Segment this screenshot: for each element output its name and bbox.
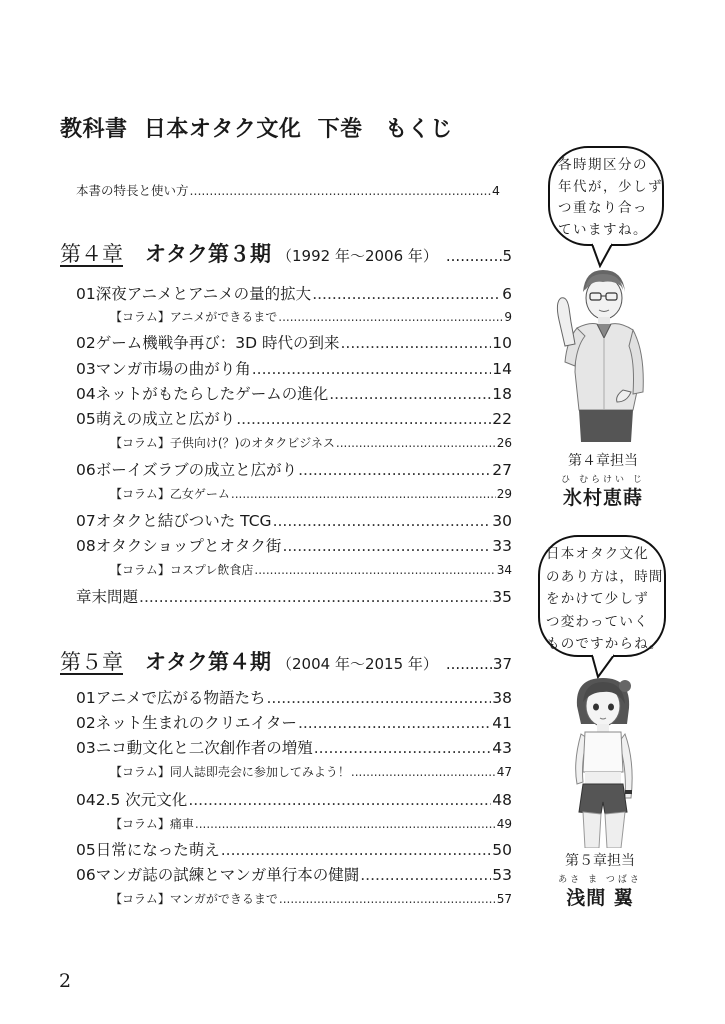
toc-page: 6 (502, 285, 512, 303)
toc-label: 【コラム】マンガができるまで (110, 892, 278, 906)
toc-page: 29 (496, 487, 512, 501)
leader-dots (221, 841, 492, 859)
leader-dots (266, 689, 491, 707)
toc-label: オタクショップとオタク街 (95, 537, 282, 555)
toc-entry[interactable] (76, 534, 512, 556)
leader-dots (139, 588, 491, 606)
chapter-number: 第５章 (60, 650, 123, 674)
section-number: 04 (76, 385, 96, 403)
section-number: 07 (76, 512, 96, 530)
toc-page: 14 (492, 360, 512, 378)
leader-dots (340, 334, 491, 352)
section-number: 03 (76, 739, 96, 757)
chapter-page: 37 (492, 655, 512, 673)
chapter-years: （2004 年〜2015 年） (277, 655, 438, 673)
toc-entry[interactable] (76, 711, 512, 733)
speech-line: ものですからね。 (546, 636, 664, 652)
leader-dots (446, 655, 493, 673)
section-number: 08 (76, 537, 96, 555)
toc-entry-chapter-review[interactable] (76, 585, 512, 607)
chapter-heading-4[interactable] (60, 238, 512, 268)
leader-dots (446, 247, 503, 265)
section-number: 02 (76, 334, 96, 352)
page-number: 2 (59, 970, 72, 992)
toc-entry[interactable] (76, 736, 512, 758)
toc-page: 10 (492, 334, 512, 352)
toc-entry[interactable] (76, 458, 512, 480)
toc-label: 2.5 次元文化 (95, 791, 188, 809)
toc-page: 35 (492, 588, 512, 606)
toc-entry[interactable] (76, 357, 512, 379)
toc-label: ネット生まれのクリエイター (95, 714, 297, 732)
character-role: 第４章担当 (568, 453, 638, 469)
toc-page: 26 (496, 436, 512, 450)
toc-page: 43 (492, 739, 512, 757)
chapter-number: 第４章 (60, 242, 123, 266)
toc-label: 【コラム】子供向け(？)のオタクビジネス (110, 436, 335, 450)
speech-line: つ重なり合っ (558, 200, 648, 216)
toc-page: 50 (492, 841, 512, 859)
speech-line: ていますね。 (558, 221, 648, 238)
toc-entry[interactable] (76, 863, 512, 885)
toc-column-entry[interactable] (110, 763, 512, 780)
leader-dots (195, 817, 496, 831)
toc-entry[interactable] (76, 686, 512, 708)
toc-page: 47 (496, 765, 512, 779)
leader-dots (336, 436, 496, 450)
character-caption-ch4 (548, 450, 658, 510)
toc-label: 日常になった萌え (95, 841, 220, 859)
section-number: 01 (76, 689, 96, 707)
toc-label: マンガ誌の試練とマンガ単行本の健闘 (95, 866, 360, 884)
toc-column-entry[interactable] (110, 561, 512, 578)
toc-column-entry[interactable] (110, 308, 512, 325)
toc-page: 27 (492, 461, 512, 479)
leader-dots (231, 487, 496, 501)
leader-dots (273, 512, 492, 530)
leader-dots (298, 714, 491, 732)
section-number: 05 (76, 410, 96, 428)
toc-label: 本書の特長と使い方 (76, 183, 189, 198)
chapter-heading-5[interactable] (60, 646, 512, 676)
character-illustration-female (555, 672, 655, 848)
toc-page: 38 (492, 689, 512, 707)
toc-label: ボーイズラブの成立と広がり (95, 461, 298, 479)
toc-page: 4 (492, 183, 500, 198)
toc-page: 30 (492, 512, 512, 530)
leader-dots (188, 791, 491, 809)
toc-page: 22 (492, 410, 512, 428)
leader-dots (190, 183, 492, 198)
character-name: 氷村恵蒔 (562, 487, 643, 509)
character-illustration-male (545, 262, 655, 442)
section-number: 03 (76, 360, 96, 378)
toc-label: アニメで広がる物語たち (95, 689, 266, 707)
toc-label: 章末問題 (76, 588, 139, 606)
toc-entry[interactable] (76, 838, 512, 860)
toc-entry[interactable] (76, 382, 512, 404)
toc-page: 41 (492, 714, 512, 732)
chapter-years: （1992 年〜2006 年） (277, 247, 438, 265)
leader-dots (360, 866, 491, 884)
toc-page: 34 (496, 563, 512, 577)
toc-entry[interactable] (76, 788, 512, 810)
toc-entry[interactable] (76, 407, 512, 429)
speech-bubble-ch4 (548, 146, 664, 246)
toc-label: 【コラム】コスプレ飲食店 (110, 563, 254, 577)
section-number: 05 (76, 841, 96, 859)
leader-dots (254, 563, 495, 577)
section-number: 04 (76, 791, 96, 809)
leader-dots (282, 537, 491, 555)
toc-page: 53 (492, 866, 512, 884)
leader-dots (279, 892, 496, 906)
section-number: 02 (76, 714, 96, 732)
character-caption-ch5 (545, 850, 655, 910)
speech-line: つ変わっていく (546, 613, 649, 630)
toc-column-entry[interactable] (110, 485, 512, 502)
character-name-ruby: あさ ま つばさ (558, 875, 642, 885)
speech-line: 年代が，少しず (558, 178, 663, 195)
toc-entry[interactable] (76, 509, 512, 531)
speech-bubble-ch5 (538, 535, 666, 657)
chapter-title: オタク第４期 (145, 650, 271, 674)
toc-label: ニコ動文化と二次創作者の増殖 (95, 739, 313, 757)
toc-label: 【コラム】乙女ゲーム (110, 487, 230, 501)
section-number: 06 (76, 866, 96, 884)
toc-column-entry[interactable] (110, 434, 512, 451)
toc-page: 18 (492, 385, 512, 403)
toc-page: 33 (492, 537, 512, 555)
toc-page: 9 (504, 310, 512, 324)
leader-dots (314, 739, 492, 757)
chapter-page: 5 (502, 247, 512, 265)
toc-page: 57 (496, 892, 512, 906)
leader-dots (298, 461, 491, 479)
character-name: 浅間 翼 (566, 887, 634, 909)
character-name-ruby: ひ むらけい じ (561, 475, 645, 485)
toc-column-entry[interactable] (110, 890, 512, 907)
speech-line: をかけて少しず (546, 591, 649, 607)
speech-line: 各時期区分の (558, 157, 648, 173)
toc-label: 【コラム】同人誌即売会に参加してみよう！ (110, 765, 350, 779)
chapter-title: オタク第３期 (145, 242, 271, 266)
leader-dots (351, 765, 496, 779)
leader-dots (252, 360, 492, 378)
toc-page: 48 (492, 791, 512, 809)
leader-dots (329, 385, 491, 403)
toc-label: 【コラム】アニメができるまで (110, 310, 278, 324)
toc-label: ゲーム機戦争再び：3D 時代の到来 (95, 334, 340, 352)
toc-entry[interactable] (76, 331, 512, 353)
toc-entry-intro[interactable] (76, 181, 500, 199)
leader-dots (278, 310, 503, 324)
toc-label: ネットがもたらしたゲームの進化 (95, 385, 329, 403)
section-number: 06 (76, 461, 96, 479)
section-number: 01 (76, 285, 96, 303)
toc-label: 【コラム】痛車 (110, 817, 194, 831)
speech-line: 日本オタク文化 (546, 546, 649, 562)
toc-label: 深夜アニメとアニメの量的拡大 (95, 285, 312, 303)
toc-label: マンガ市場の曲がり角 (95, 360, 251, 378)
toc-column-entry[interactable] (110, 815, 512, 832)
toc-label: オタクと結びついた TCG (95, 512, 272, 530)
speech-line: のあり方は，時間 (546, 568, 664, 585)
leader-dots (236, 410, 491, 428)
toc-entry[interactable] (76, 282, 512, 304)
leader-dots (312, 285, 501, 303)
character-role: 第５章担当 (565, 853, 635, 869)
page-title: 教科書 日本オタク文化 下巻 もくじ (60, 117, 453, 142)
toc-page: 49 (496, 817, 512, 831)
toc-label: 萌えの成立と広がり (95, 410, 236, 428)
